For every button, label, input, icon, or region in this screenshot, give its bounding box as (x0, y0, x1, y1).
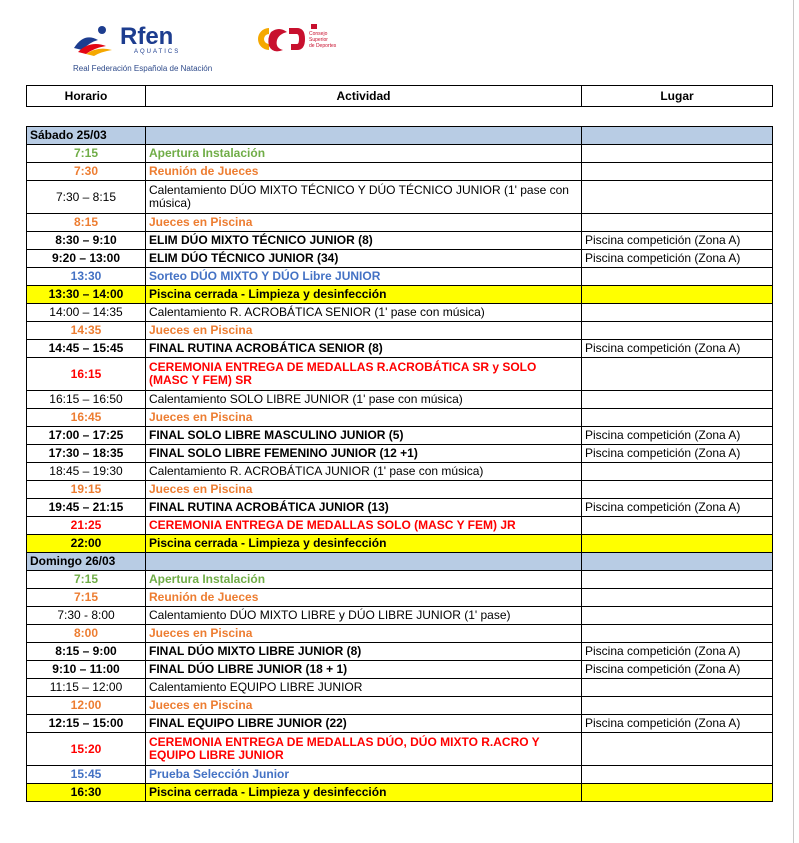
activity-cell: Calentamiento R. ACROBÁTICA SENIOR (1' pase con música) (146, 304, 582, 322)
schedule-row (27, 679, 773, 697)
time-cell: 19:15 (27, 481, 146, 499)
activity-cell: Calentamiento DÚO MIXTO TÉCNICO Y DÚO TÉCNICO JUNIOR (1' pase con música) (146, 181, 582, 214)
activity-cell: Jueces en Piscina (146, 481, 582, 499)
svg-text:Rfen: Rfen (120, 23, 174, 50)
time-cell: 7:15 (27, 589, 146, 607)
activity-cell (146, 127, 582, 145)
place-cell (582, 322, 773, 340)
schedule-row (27, 250, 773, 268)
time-cell: 12:00 (27, 697, 146, 715)
place-cell (582, 571, 773, 589)
time-cell: 16:15 (27, 358, 146, 391)
place-cell: Piscina competición (Zona A) (582, 661, 773, 679)
place-cell (582, 127, 773, 145)
day-row (27, 127, 773, 145)
schedule-row (27, 268, 773, 286)
place-cell (582, 481, 773, 499)
time-cell: 9:20 – 13:00 (27, 250, 146, 268)
time-cell: Domingo 26/03 (27, 553, 146, 571)
schedule-row (27, 391, 773, 409)
time-cell: 21:25 (27, 517, 146, 535)
place-cell (582, 625, 773, 643)
place-cell (582, 517, 773, 535)
schedule-row (27, 643, 773, 661)
time-cell: 8:30 – 9:10 (27, 232, 146, 250)
time-cell: 9:10 – 11:00 (27, 661, 146, 679)
place-cell (582, 286, 773, 304)
place-cell (582, 145, 773, 163)
place-cell: Piscina competición (Zona A) (582, 445, 773, 463)
schedule-row (27, 427, 773, 445)
column-header-activity: Actividad (146, 86, 582, 107)
activity-cell (146, 553, 582, 571)
svg-text:Consejo: Consejo (309, 31, 328, 37)
time-cell: 13:30 – 14:00 (27, 286, 146, 304)
activity-cell: Piscina cerrada - Limpieza y desinfección (146, 784, 582, 802)
place-cell: Piscina competición (Zona A) (582, 340, 773, 358)
schedule-row (27, 214, 773, 232)
place-cell (582, 766, 773, 784)
place-cell (582, 463, 773, 481)
schedule-row (27, 445, 773, 463)
place-cell (582, 163, 773, 181)
schedule-row (27, 517, 773, 535)
time-cell: 17:00 – 17:25 (27, 427, 146, 445)
schedule-row (27, 481, 773, 499)
time-cell: 16:45 (27, 409, 146, 427)
svg-text:Superior: Superior (309, 37, 328, 43)
schedule-row (27, 607, 773, 625)
activity-cell: Apertura Instalación (146, 571, 582, 589)
schedule-row (27, 766, 773, 784)
time-cell: 15:20 (27, 733, 146, 766)
time-cell: 17:30 – 18:35 (27, 445, 146, 463)
time-cell: 14:45 – 15:45 (27, 340, 146, 358)
place-cell: Piscina competición (Zona A) (582, 427, 773, 445)
schedule-row (27, 181, 773, 214)
time-cell: 7:30 - 8:00 (27, 607, 146, 625)
activity-cell: ELIM DÚO MIXTO TÉCNICO JUNIOR (8) (146, 232, 582, 250)
time-cell: 16:15 – 16:50 (27, 391, 146, 409)
schedule-row (27, 625, 773, 643)
time-cell: 7:15 (27, 571, 146, 589)
place-cell (582, 607, 773, 625)
schedule-row (27, 232, 773, 250)
time-cell: 19:45 – 21:15 (27, 499, 146, 517)
schedule-header (26, 85, 773, 107)
activity-cell: Piscina cerrada - Limpieza y desinfección (146, 286, 582, 304)
schedule-row (27, 784, 773, 802)
schedule-row (27, 358, 773, 391)
time-cell: 7:30 – 8:15 (27, 181, 146, 214)
activity-cell: Jueces en Piscina (146, 697, 582, 715)
schedule-row (27, 715, 773, 733)
time-cell: 13:30 (27, 268, 146, 286)
place-cell (582, 214, 773, 232)
schedule-row (27, 661, 773, 679)
schedule-table (26, 126, 773, 802)
place-cell (582, 391, 773, 409)
place-cell: Piscina competición (Zona A) (582, 232, 773, 250)
activity-cell: CEREMONIA ENTREGA DE MEDALLAS SOLO (MASC Y FEM) JR (146, 517, 582, 535)
day-row (27, 553, 773, 571)
schedule-row (27, 163, 773, 181)
time-cell: 8:00 (27, 625, 146, 643)
activity-cell: Reunión de Jueces (146, 163, 582, 181)
schedule-row (27, 286, 773, 304)
time-cell: 8:15 – 9:00 (27, 643, 146, 661)
activity-cell: FINAL RUTINA ACROBÁTICA JUNIOR (13) (146, 499, 582, 517)
schedule-body (27, 127, 773, 802)
place-cell (582, 409, 773, 427)
place-cell: Piscina competición (Zona A) (582, 715, 773, 733)
activity-cell: Prueba Selección Junior (146, 766, 582, 784)
place-cell (582, 733, 773, 766)
activity-cell: Apertura Instalación (146, 145, 582, 163)
time-cell: 11:15 – 12:00 (27, 679, 146, 697)
svg-text:AQUATICS: AQUATICS (134, 49, 181, 55)
activity-cell: Calentamiento EQUIPO LIBRE JUNIOR (146, 679, 582, 697)
place-cell (582, 784, 773, 802)
column-header-time: Horario (27, 86, 146, 107)
schedule-row (27, 340, 773, 358)
time-cell: 22:00 (27, 535, 146, 553)
place-cell: Piscina competición (Zona A) (582, 499, 773, 517)
schedule-row (27, 697, 773, 715)
activity-cell: Reunión de Jueces (146, 589, 582, 607)
activity-cell: Piscina cerrada - Limpieza y desinfección (146, 535, 582, 553)
activity-cell: Calentamiento SOLO LIBRE JUNIOR (1' pase con música) (146, 391, 582, 409)
place-cell (582, 304, 773, 322)
schedule-row (27, 499, 773, 517)
schedule-row (27, 304, 773, 322)
time-cell: 7:30 (27, 163, 146, 181)
activity-cell: FINAL SOLO LIBRE FEMENINO JUNIOR (12 +1) (146, 445, 582, 463)
activity-cell: Jueces en Piscina (146, 322, 582, 340)
activity-cell: Calentamiento R. ACROBÁTICA JUNIOR (1' pase con música) (146, 463, 582, 481)
activity-cell: FINAL RUTINA ACROBÁTICA SENIOR (8) (146, 340, 582, 358)
activity-cell: CEREMONIA ENTREGA DE MEDALLAS R.ACROBÁTICA SR y SOLO (MASC Y FEM) SR (146, 358, 582, 391)
activity-cell: FINAL EQUIPO LIBRE JUNIOR (22) (146, 715, 582, 733)
place-cell: Piscina competición (Zona A) (582, 250, 773, 268)
schedule-row (27, 733, 773, 766)
activity-cell: Jueces en Piscina (146, 625, 582, 643)
schedule-row (27, 145, 773, 163)
place-cell (582, 553, 773, 571)
activity-cell: CEREMONIA ENTREGA DE MEDALLAS DÚO, DÚO MIXTO R.ACRO Y EQUIPO LIBRE JUNIOR (146, 733, 582, 766)
schedule-row (27, 535, 773, 553)
schedule-row (27, 463, 773, 481)
place-cell (582, 589, 773, 607)
place-cell (582, 679, 773, 697)
time-cell: 14:35 (27, 322, 146, 340)
time-cell: 18:45 – 19:30 (27, 463, 146, 481)
schedule-row (27, 589, 773, 607)
place-cell (582, 697, 773, 715)
activity-cell: FINAL DÚO MIXTO LIBRE JUNIOR (8) (146, 643, 582, 661)
time-cell: 7:15 (27, 145, 146, 163)
activity-cell: FINAL SOLO LIBRE MASCULINO JUNIOR (5) (146, 427, 582, 445)
time-cell: 16:30 (27, 784, 146, 802)
rfen-logo (72, 18, 212, 58)
time-cell: 14:00 – 14:35 (27, 304, 146, 322)
activity-cell: FINAL DÚO LIBRE JUNIOR (18 + 1) (146, 661, 582, 679)
time-cell: 15:45 (27, 766, 146, 784)
svg-text:de Deportes: de Deportes (309, 43, 337, 49)
place-cell (582, 358, 773, 391)
place-cell (582, 535, 773, 553)
activity-cell: Sorteo DÚO MIXTO Y DÚO Libre JUNIOR (146, 268, 582, 286)
schedule-row (27, 571, 773, 589)
place-cell (582, 268, 773, 286)
time-cell: 8:15 (27, 214, 146, 232)
activity-cell: Jueces en Piscina (146, 409, 582, 427)
time-cell: 12:15 – 15:00 (27, 715, 146, 733)
place-cell: Piscina competición (Zona A) (582, 643, 773, 661)
schedule-row (27, 322, 773, 340)
activity-cell: Jueces en Piscina (146, 214, 582, 232)
activity-cell: ELIM DÚO TÉCNICO JUNIOR (34) (146, 250, 582, 268)
time-cell: Sábado 25/03 (27, 127, 146, 145)
csd-logo (253, 22, 353, 56)
activity-cell: Calentamiento DÚO MIXTO LIBRE y DÚO LIBRE JUNIOR (1' pase) (146, 607, 582, 625)
column-header-place: Lugar (582, 86, 773, 107)
place-cell (582, 181, 773, 214)
schedule-row (27, 409, 773, 427)
organization-name: Real Federación Española de Natación (73, 64, 213, 73)
